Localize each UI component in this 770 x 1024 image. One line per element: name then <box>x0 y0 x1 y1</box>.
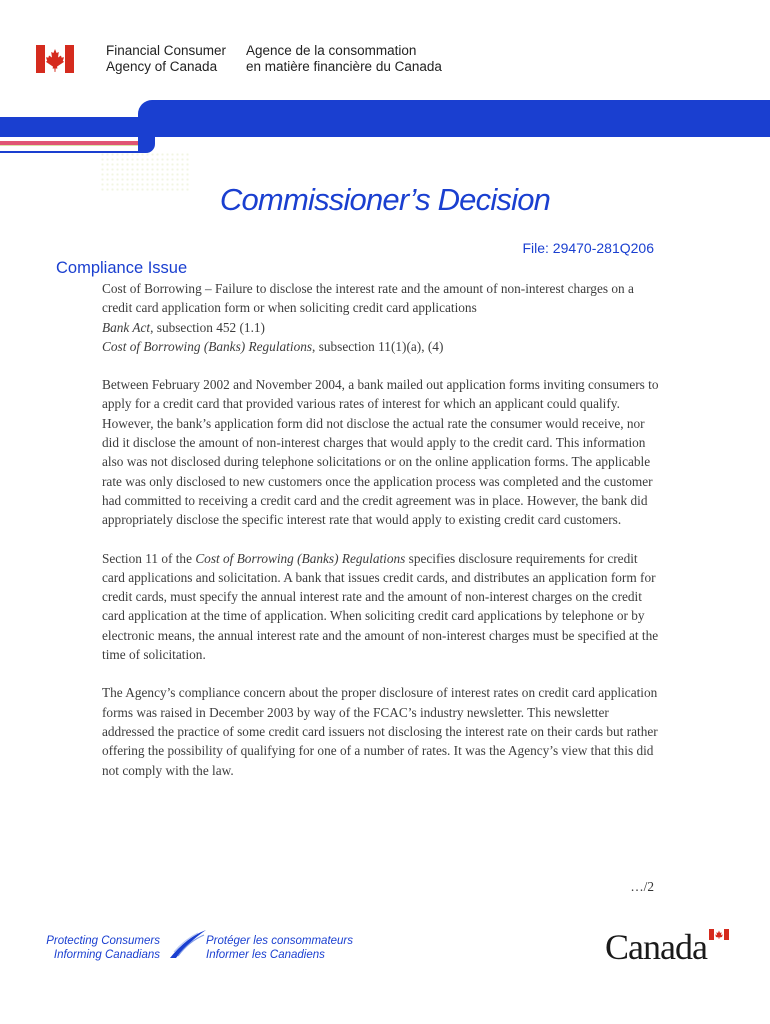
agency-name-french <box>246 43 442 75</box>
legal-reference-1-title: Bank Act <box>102 319 151 335</box>
canada-flag-logo <box>36 45 74 73</box>
footer-tagline-en-line2: Informing Canadians <box>53 949 160 961</box>
agency-name-en-line1: Financial Consumer <box>106 43 227 58</box>
header-band <box>138 100 770 137</box>
footer-tagline-fr-line2: Informer les Canadiens <box>206 949 325 961</box>
decorative-accent-line <box>0 141 138 145</box>
legal-reference-2 <box>102 337 662 356</box>
paragraph-2 <box>102 549 662 665</box>
issue-summary: Cost of Borrowing – Failure to disclose the interest rate and the amount of non-interest charges on a credit card application form or when soliciting credit card applications <box>102 281 634 316</box>
footer-tagline-fr-line1: Protéger les consommateurs <box>206 935 354 947</box>
header-band-tab <box>0 117 155 153</box>
legal-reference-1 <box>102 318 662 337</box>
legal-reference-2-section: , subsection 11(1)(a), (4) <box>312 338 444 354</box>
page-continuation: …/2 <box>630 879 654 894</box>
footer-tagline-english <box>46 934 160 962</box>
paragraph-1: Between February 2002 and November 2004, a bank mailed out application forms inviting consumers to apply for a credit card that provided various rates of interest for which an applicant could qualify. However, the bank’s application form did not disclose the actual rate the consumer would receive, nor did it disclose the amount of non-interest charges that would apply to the credit card. This information also was not disclosed during telephone solicitations or on the online application forms. The applicable rate was only disclosed to new customers once the application process was completed and the customer had committed to receiving a credit card and the credit agreement was in place. However, the bank did appropriately disclose the specific interest rate that would apply to existing credit card customers. <box>102 377 659 528</box>
footer-tagline-french <box>206 934 353 962</box>
agency-name-english <box>106 43 226 75</box>
legal-reference-2-title: Cost of Borrowing (Banks) Regulations <box>102 338 313 354</box>
paragraph-3: The Agency’s compliance concern about the proper disclosure of interest rates on credit card application forms was raised in December 2003 by way of the FCAC’s industry newsletter. This newsletter addressed the practice of some credit card issuers not disclosing the interest rate on their cards but rather offering the possibility of qualifying for one of a number of rates. It was the Agency’s view that this did not comply with the law. <box>102 685 658 778</box>
canada-wordmark: Canada <box>605 927 707 967</box>
paragraph-2-regulation: Cost of Borrowing (Banks) Regulations <box>195 550 406 566</box>
paragraph-2-start: Section 11 of the <box>102 550 196 566</box>
document-body <box>102 279 662 799</box>
agency-name-fr-line2: en matière financière du Canada <box>246 59 442 74</box>
agency-name-fr-line1: Agence de la consommation <box>246 43 417 58</box>
section-heading: Compliance Issue <box>56 259 188 277</box>
canada-wordmark-flag-icon <box>709 929 729 940</box>
agency-name-en-line2: Agency of Canada <box>106 59 218 74</box>
document-title: Commissioner’s Decision <box>219 182 551 217</box>
swoosh-logo-icon <box>168 926 208 960</box>
paragraph-2-end: specifies disclosure requirements for credit card applications and solicitation. A bank that issues credit cards, and distributes an application form for credit cards, must specify the annual interest rate and the amount of non-interest charges on the credit card application at the time of application. When soliciting credit card applications by telephone or by electronic means, the annual interest rate and the amount of non-interest charges must be specified at the time of solicitation. <box>102 550 659 663</box>
footer-tagline-en-line1: Protecting Consumers <box>46 935 160 947</box>
file-reference: File: 29470-281Q206 <box>522 240 654 256</box>
legal-reference-1-section: , subsection 452 (1.1) <box>150 319 265 335</box>
